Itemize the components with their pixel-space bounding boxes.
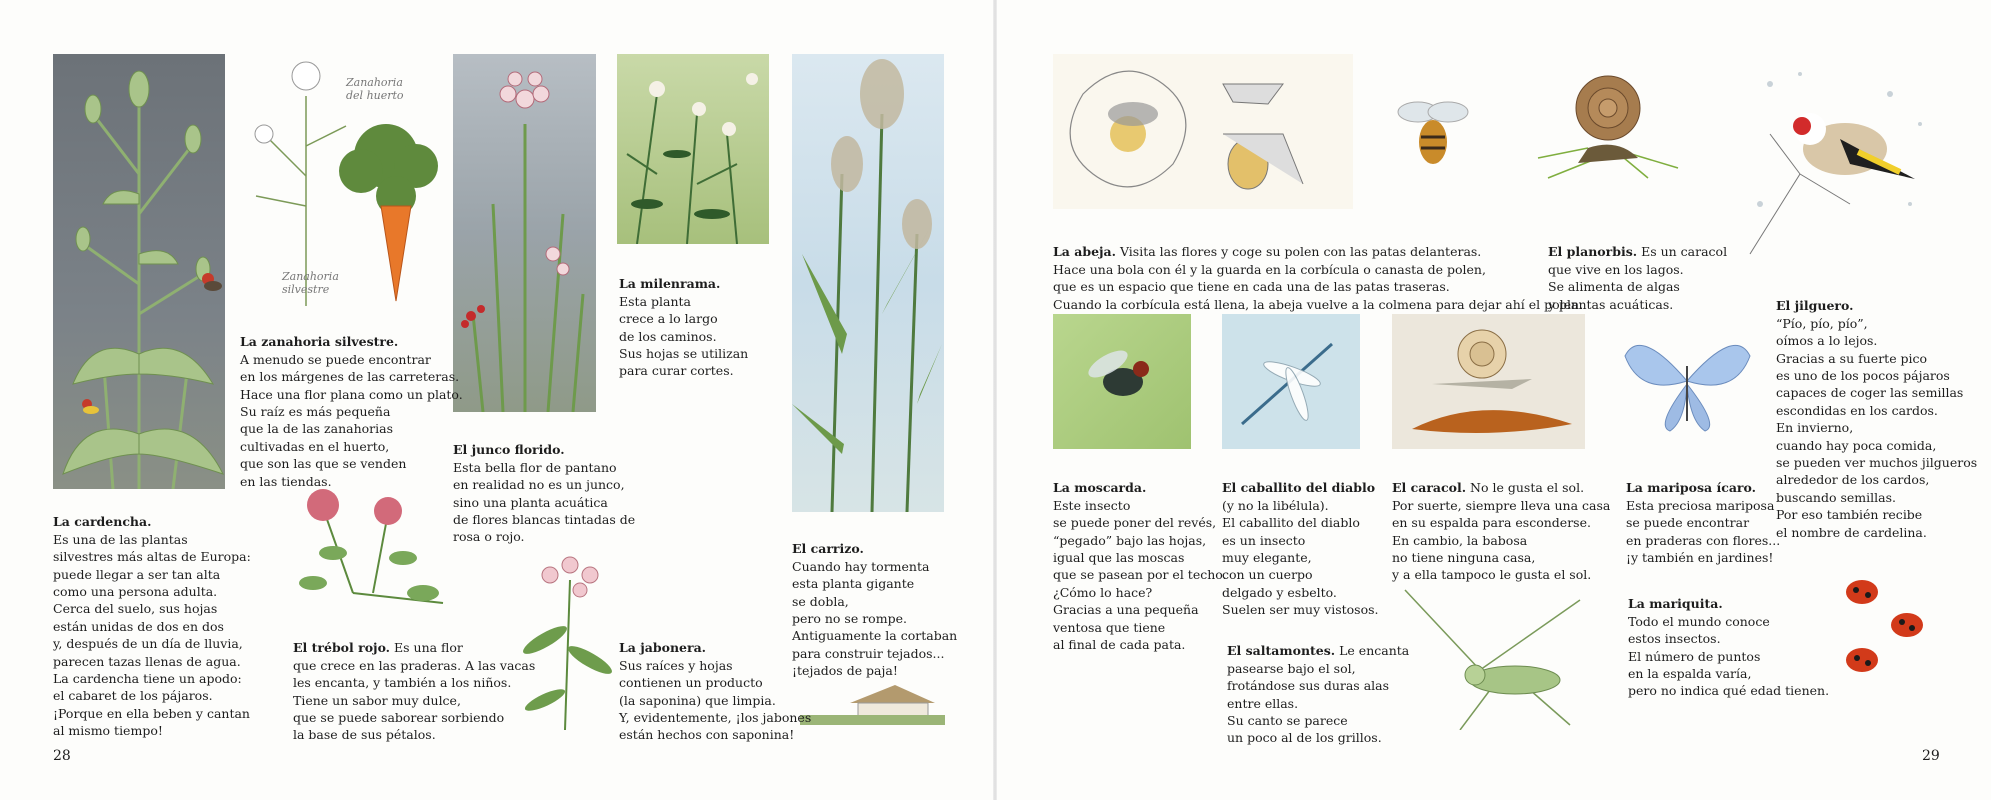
saltamontes-body: pasearse bajo el sol, frotándose sus duras alas entre ellas. Su canto se parece un poco al de los grillos. [1227, 660, 1390, 746]
caracol-body: Por suerte, siempre lleva una casa en su espalda para esconderse. En cambio, la babosa no tiene ninguna casa, y a ella tampoco le gusta el sol. [1392, 497, 1611, 583]
zanahoria-title: La zanahoria silvestre. [240, 334, 399, 350]
milenrama-title: La milenrama. [619, 276, 721, 292]
abeja-body: Hace una bola con él y la guarda en la corbícula o canasta de polen, que es un espacio que tiene en cada una de las patas traseras. Cuando la corbícula está llena, la abeja vuelve a la colmena para dejar ahí el polen. [1053, 261, 1584, 312]
abeja-title-rest: Visita las flores y coge su polen con las patas delanteras. [1116, 244, 1482, 260]
jabonera-text [619, 622, 811, 744]
jabonera-title: La jabonera. [619, 640, 707, 656]
saltamontes-text [1227, 625, 1409, 747]
ramshorn-snail-illustration [1528, 68, 1688, 188]
mariquita-title: La mariquita. [1628, 596, 1723, 612]
bee-flying-illustration [1383, 82, 1483, 182]
red-clover-illustration [293, 483, 468, 618]
moscarda-body: Este insecto se puede poner del revés, “pegado” bajo las hojas, igual que las moscas que se pasean por el techo. ¿Cómo lo hace? Gracias a una pequeña ventosa que tiene al final de cada pata. [1053, 497, 1227, 653]
goldfinch-illustration [1740, 54, 1940, 274]
caballito-body: (y no la libélula). El caballito del diablo es un insecto muy elegante, con un cuerpo delgado y esbelto. Suelen ser muy vistosos. [1222, 497, 1379, 618]
bee-illustration [1053, 54, 1353, 209]
junco-body: Esta bella flor de pantano en realidad no es un junco, sino una planta acuática de flores blancas tintadas de rosa o rojo. [453, 459, 636, 545]
mariquita-text [1628, 578, 1829, 700]
page-number-right: 29 [1922, 748, 1940, 764]
moscarda-title: La moscarda. [1053, 480, 1147, 496]
jilguero-body: “Pío, pío, pío”, oímos a lo lejos. Gracias a su fuerte pico es uno de los pocos pájaros capaces de coger las semillas escondidas en los cardos. En invierno, cuando hay poca comida, se pueden ver muchos jilgueros alrededor de los cardos, buscando semillas. Por eso también recibe el nombre de cardelina. [1776, 315, 1978, 540]
flowering-rush-illustration [453, 54, 596, 412]
thatched-house-illustration [800, 675, 945, 725]
carrizo-body: Cuando hay tormenta esta planta gigante se dobla, pero no se rompe. Antiguamente la cortaban para construir tejados... ¡tejados de paja! [792, 558, 958, 679]
mariposa-text [1626, 462, 1780, 566]
abeja-text [1053, 226, 1583, 313]
caballito-title: El caballito del diablo [1222, 480, 1376, 496]
jabonera-body: Sus raíces y hojas contienen un producto (la saponina) que limpia. Y, evidentemente, ¡los jabones están hechos con saponina! [619, 657, 812, 743]
caracol-title: El caracol. [1392, 480, 1467, 496]
moscarda-text [1053, 462, 1227, 653]
butterfly-illustration [1620, 326, 1755, 436]
reed-illustration [792, 54, 944, 512]
saltamontes-title-rest: Le encanta [1335, 643, 1410, 659]
ladybird-illustration [1832, 570, 1932, 680]
cardencha-body: Es una de las plantas silvestres más altas de Europa: puede llegar a ser tan alta como una persona adulta. Cerca del suelo, sus hojas están unidas de dos en dos y, después de un día de lluvia, parecen tazas llenas de agua. La cardencha tiene un apodo: el cabaret de los pájaros. ¡Porque en ella beben y cantan al mismo tiempo! [53, 531, 251, 739]
caracol-title-rest: No le gusta el sol. [1466, 480, 1585, 496]
book-gutter [993, 0, 997, 800]
mariquita-body: Todo el mundo conoce estos insectos. El número de puntos en la espalda varía, pero no indica qué edad tienen. [1628, 613, 1830, 699]
carrot-wild-label: Zanahoria silvestre [282, 270, 339, 296]
trebol-body: que crece en las praderas. A las vacas les encanta, y también a los niños. Tiene un sabor muy dulce, que se puede saborear sorbiendo la base de sus pétalos. [293, 657, 536, 743]
zanahoria-body: A menudo se puede encontrar en los márgenes de las carreteras. Hace una flor plana como un plato. Su raíz es más pequeña que la de las zanahorias cultivadas en el huerto, que son las que se venden en las tiendas. [240, 351, 463, 489]
caballito-text [1222, 462, 1378, 619]
planorbis-title-rest: Es un caracol [1637, 244, 1728, 260]
teasel-illustration [53, 54, 225, 489]
mariposa-title: La mariposa ícaro. [1626, 480, 1756, 496]
caracol-text [1392, 462, 1610, 584]
carrot-illustration [236, 56, 446, 306]
fly-illustration [1053, 314, 1191, 449]
grasshopper-illustration [1400, 580, 1600, 730]
junco-title: El junco florido. [453, 442, 565, 458]
milenrama-body: Esta planta crece a lo largo de los caminos. Sus hojas se utilizan para curar cortes. [619, 293, 749, 379]
cardencha-text [53, 496, 251, 740]
planorbis-title: El planorbis. [1548, 244, 1638, 260]
damselfly-illustration [1222, 314, 1360, 449]
trebol-text [293, 622, 535, 744]
jilguero-title: El jilguero. [1776, 298, 1854, 314]
zanahoria-text [240, 316, 463, 490]
jilguero-text [1776, 280, 1977, 541]
carrot-garden-label: Zanahoria del huerto [346, 76, 404, 102]
planorbis-body: que vive en los lagos. Se alimenta de algas y plantas acuáticas. [1548, 261, 1684, 312]
carrizo-title: El carrizo. [792, 541, 864, 557]
trebol-title-rest: Es una flor [390, 640, 463, 656]
trebol-title: El trébol rojo. [293, 640, 391, 656]
saltamontes-title: El saltamontes. [1227, 643, 1336, 659]
planorbis-text [1548, 226, 1727, 313]
cardencha-title: La cardencha. [53, 514, 152, 530]
carrizo-text [792, 523, 957, 680]
yarrow-illustration [617, 54, 769, 244]
page-number-left: 28 [53, 748, 71, 764]
abeja-title: La abeja. [1053, 244, 1117, 260]
snail-slug-illustration [1392, 314, 1585, 449]
junco-text [453, 424, 635, 546]
milenrama-text [619, 258, 748, 380]
mariposa-body: Esta preciosa mariposa se puede encontrar en praderas con flores... ¡y también en jardines! [1626, 497, 1781, 566]
